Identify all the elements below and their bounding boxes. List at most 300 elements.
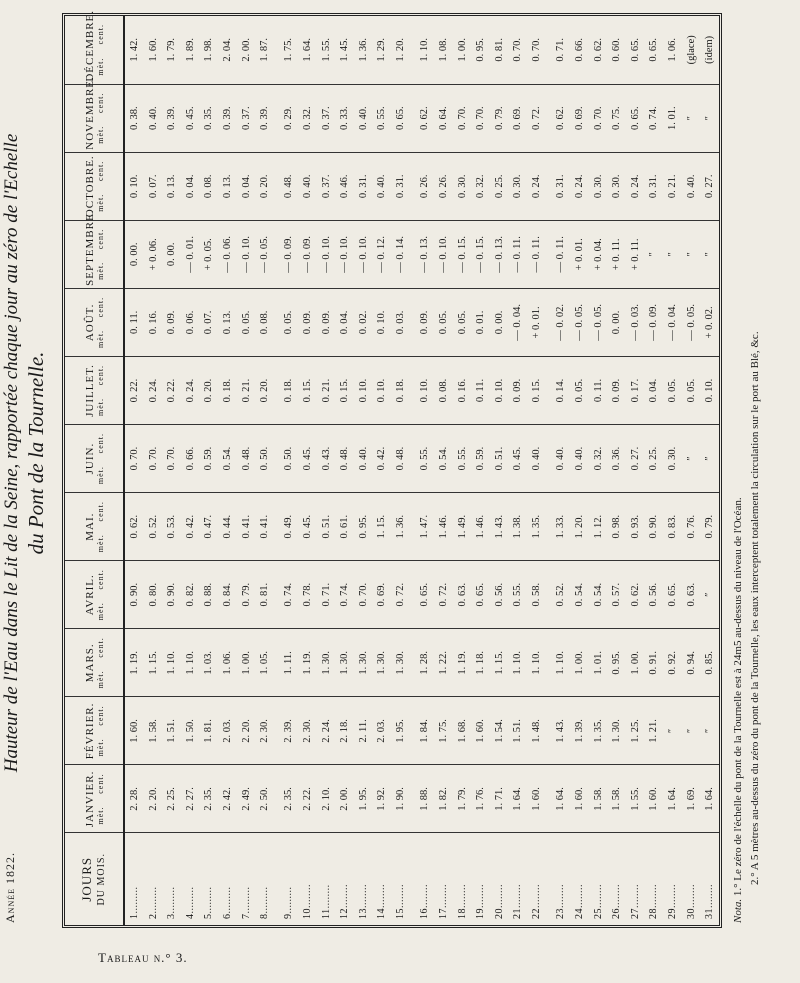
value-cell-mai: 1. 20.	[570, 493, 589, 561]
month-header-mai	[65, 493, 124, 561]
value-cell-fevrier: 1. 30.	[607, 697, 626, 765]
value-cell-fevrier: 1. 48.	[527, 697, 546, 765]
note-1-text: 1.° Le zéro de l'échelle du pont de la Tournelle est à 24m5 au-dessus du niveau de l'Océan.	[732, 497, 744, 897]
value-cell-octobre: 0. 07.	[144, 152, 163, 220]
day-label: 16........	[419, 884, 431, 919]
page-title: Hauteur de l'Eau dans le Lit de la Seine, rapportée chaque jour au zéro de l'Echelle	[1, 133, 22, 773]
value-cell-octobre: 0. 30.	[607, 152, 626, 220]
value-cell-octobre: 0. 24.	[570, 152, 589, 220]
value-cell-janvier: 2. 42.	[218, 765, 237, 833]
value-cell-janvier: 1. 90.	[391, 765, 410, 833]
unit-met: mèt.	[95, 125, 105, 144]
value-cell-decembre: 0. 71.	[546, 16, 570, 84]
day-label: 9.........	[283, 886, 295, 919]
value-cell-avril: 0. 79.	[237, 561, 256, 629]
value-cell-mars: 0. 92.	[663, 629, 682, 697]
value-cell-fevrier: 1. 51.	[162, 697, 181, 765]
table-row	[354, 16, 373, 925]
value-cell-juillet: 0. 20.	[255, 356, 274, 424]
value-cell-juillet: 0. 18.	[391, 356, 410, 424]
value-cell-janvier: 1. 95.	[354, 765, 373, 833]
value-cell-juin: 0. 40.	[546, 425, 570, 493]
value-cell-novembre: 0. 65.	[391, 84, 410, 152]
value-cell-mai: 0. 52.	[144, 493, 163, 561]
table-row	[317, 16, 336, 925]
value-cell-novembre: 0. 29.	[274, 84, 298, 152]
value-cell-juillet: 0. 10.	[490, 356, 509, 424]
table-row	[373, 16, 392, 925]
table-row	[218, 16, 237, 925]
value-cell-janvier: 1. 76.	[471, 765, 490, 833]
table-row	[144, 16, 163, 925]
value-cell-novembre: 0. 40.	[354, 84, 373, 152]
value-cell-aout: 0. 10.	[373, 288, 392, 356]
value-cell-juin: 0. 50.	[274, 425, 298, 493]
value-cell-mai: 0. 98.	[607, 493, 626, 561]
table-row	[237, 16, 256, 925]
value-cell-novembre: 0. 79.	[490, 84, 509, 152]
value-cell-fevrier: 2. 11.	[354, 697, 373, 765]
value-cell-mai: 0. 93.	[626, 493, 645, 561]
day-label: 5.........	[203, 886, 215, 919]
value-cell-juillet: 0. 16.	[453, 356, 472, 424]
month-header-aout	[65, 288, 124, 356]
value-cell-decembre: 1. 20.	[391, 16, 410, 84]
value-cell-fevrier: 2. 30.	[298, 697, 317, 765]
value-cell-septembre: — 0. 14.	[391, 220, 410, 288]
value-cell-avril: 0. 74.	[274, 561, 298, 629]
value-cell-mai: 0. 62.	[124, 493, 144, 561]
unit-labels	[96, 291, 105, 354]
unit-cent: cent.	[95, 433, 105, 454]
value-cell-juillet: 0. 22.	[124, 356, 144, 424]
value-cell-juillet: 0. 24.	[181, 356, 200, 424]
value-cell-aout: — 0. 05.	[570, 288, 589, 356]
value-cell-aout: 0. 11.	[124, 288, 144, 356]
day-label: 31........	[704, 884, 716, 919]
value-cell-aout: — 0. 03.	[626, 288, 645, 356]
unit-met: mèt.	[95, 398, 105, 417]
value-cell-septembre: + 0. 11.	[607, 220, 626, 288]
value-cell-avril: 0. 62.	[626, 561, 645, 629]
value-cell-avril: 0. 63.	[453, 561, 472, 629]
value-cell-aout: 0. 05.	[453, 288, 472, 356]
unit-labels	[96, 155, 105, 218]
value-cell-fevrier: 2. 18.	[335, 697, 354, 765]
value-cell-decembre: 1. 08.	[434, 16, 453, 84]
value-cell-novembre: ″	[682, 84, 701, 152]
value-cell-avril: 0. 81.	[255, 561, 274, 629]
value-cell-fevrier: 1. 43.	[546, 697, 570, 765]
day-header-line2: DU MOIS.	[96, 853, 107, 906]
table-row	[607, 16, 626, 925]
month-header-avril	[65, 561, 124, 629]
value-cell-avril: 0. 82.	[181, 561, 200, 629]
value-cell-fevrier: 1. 81.	[200, 697, 219, 765]
day-label: 6.........	[221, 886, 233, 919]
day-header-line1: JOURS	[79, 856, 94, 902]
value-cell-mars: 1. 05.	[255, 629, 274, 697]
value-cell-decembre: (glace)	[682, 16, 701, 84]
value-cell-avril: 0. 72.	[391, 561, 410, 629]
value-cell-octobre: 0. 31.	[391, 152, 410, 220]
value-cell-novembre: 0. 70.	[453, 84, 472, 152]
value-cell-avril: 0. 71.	[317, 561, 336, 629]
value-cell-avril: 0. 57.	[607, 561, 626, 629]
value-cell-juin: ″	[682, 425, 701, 493]
value-cell-janvier: 2. 35.	[274, 765, 298, 833]
value-cell-septembre: + 0. 06.	[144, 220, 163, 288]
value-cell-aout: 0. 08.	[255, 288, 274, 356]
value-cell-fevrier: 1. 60.	[124, 697, 144, 765]
value-cell-octobre: 0. 32.	[471, 152, 490, 220]
unit-met: mèt.	[95, 670, 105, 689]
value-cell-aout: — 0. 04.	[509, 288, 528, 356]
unit-labels	[96, 223, 105, 286]
value-cell-avril: 0. 55.	[509, 561, 528, 629]
value-cell-mai: 0. 53.	[162, 493, 181, 561]
value-cell-octobre: 0. 21.	[663, 152, 682, 220]
table-row	[453, 16, 472, 925]
value-cell-novembre: 0. 39.	[218, 84, 237, 152]
value-cell-juillet: 0. 09.	[607, 356, 626, 424]
value-cell-mai: 0. 76.	[682, 493, 701, 561]
value-cell-janvier: 1. 58.	[589, 765, 608, 833]
value-cell-fevrier: 1. 68.	[453, 697, 472, 765]
table-row	[589, 16, 608, 925]
value-cell-avril: 0. 65.	[471, 561, 490, 629]
value-cell-fevrier: 1. 25.	[626, 697, 645, 765]
value-cell-septembre: — 0. 06.	[218, 220, 237, 288]
value-cell-septembre: — 0. 11.	[509, 220, 528, 288]
value-cell-novembre: 0. 75.	[607, 84, 626, 152]
day-label: 13........	[357, 884, 369, 919]
value-cell-fevrier: 1. 54.	[490, 697, 509, 765]
value-cell-juillet: 0. 18.	[218, 356, 237, 424]
value-cell-janvier: 1. 64.	[509, 765, 528, 833]
value-cell-janvier: 1. 92.	[373, 765, 392, 833]
month-header-novembre	[65, 76, 124, 152]
value-cell-aout: 0. 01.	[471, 288, 490, 356]
value-cell-juin: 0. 55.	[410, 425, 434, 493]
value-cell-aout: 0. 00.	[490, 288, 509, 356]
day-label: 7.........	[240, 886, 252, 919]
value-cell-avril: 0. 72.	[434, 561, 453, 629]
value-cell-septembre: — 0. 09.	[298, 220, 317, 288]
value-cell-juillet: 0. 15.	[527, 356, 546, 424]
value-cell-avril: 0. 90.	[162, 561, 181, 629]
value-cell-novembre: ″	[700, 84, 719, 152]
value-cell-juillet: 0. 14.	[546, 356, 570, 424]
value-cell-juillet: 0. 24.	[144, 356, 163, 424]
nota-label: Nota.	[732, 898, 744, 923]
value-cell-juillet: 0. 20.	[200, 356, 219, 424]
value-cell-novembre: 0. 70.	[471, 84, 490, 152]
value-cell-mars: 1. 19.	[124, 629, 144, 697]
value-cell-juillet: 0. 05.	[570, 356, 589, 424]
value-cell-septembre: — 0. 10.	[237, 220, 256, 288]
day-label: 19........	[475, 884, 487, 919]
table-row	[410, 16, 434, 925]
value-cell-juin: 0. 45.	[509, 425, 528, 493]
value-cell-mars: 1. 00.	[570, 629, 589, 697]
value-cell-decembre: 1. 06.	[663, 16, 682, 84]
day-label: 12........	[339, 884, 351, 919]
value-cell-mars: 1. 10.	[181, 629, 200, 697]
value-cell-novembre: 0. 40.	[144, 84, 163, 152]
value-cell-mars: 1. 28.	[410, 629, 434, 697]
unit-met: mèt.	[95, 738, 105, 757]
value-cell-octobre: 0. 30.	[509, 152, 528, 220]
day-label: 15........	[395, 884, 407, 919]
month-header-septembre	[65, 209, 124, 288]
value-cell-juillet: 0. 22.	[162, 356, 181, 424]
day-label: 24........	[574, 884, 585, 919]
table-row	[663, 16, 682, 925]
unit-labels	[96, 631, 105, 694]
value-cell-septembre: — 0. 11.	[546, 220, 570, 288]
value-cell-juin: 0. 50.	[255, 425, 274, 493]
month-name: NOVEMBRE.	[83, 76, 96, 150]
value-cell-novembre: 0. 39.	[162, 84, 181, 152]
value-cell-septembre: 0. 00.	[124, 220, 144, 288]
value-cell-mars: 1. 19.	[453, 629, 472, 697]
month-name: JANVIER.	[83, 770, 96, 828]
unit-cent: cent.	[95, 296, 105, 318]
day-label: 23........	[555, 884, 566, 919]
value-cell-mai: 0. 47.	[200, 493, 219, 561]
table-row	[298, 16, 317, 925]
value-cell-janvier: 1. 71.	[490, 765, 509, 833]
value-cell-octobre: 0. 40.	[682, 152, 701, 220]
value-cell-juin: 0. 25.	[645, 425, 664, 493]
value-cell-octobre: 0. 26.	[410, 152, 434, 220]
value-cell-fevrier: 2. 20.	[237, 697, 256, 765]
value-cell-avril: 0. 88.	[200, 561, 219, 629]
value-cell-juin: 0. 54.	[218, 425, 237, 493]
value-cell-mars: 1. 10.	[509, 629, 528, 697]
value-cell-septembre: — 0. 10.	[434, 220, 453, 288]
value-cell-novembre: 0. 32.	[298, 84, 317, 152]
day-label: 3.........	[166, 886, 178, 919]
value-cell-aout: 0. 05.	[237, 288, 256, 356]
day-label: 11........	[320, 884, 332, 919]
note-2-text: 2.° A 5 mètres au-dessus du zéro du pont de la Tournelle, les eaux interceptent totalement la circulation sur le port au Blé, &c.	[749, 331, 761, 885]
value-cell-mars: 1. 30.	[317, 629, 336, 697]
value-cell-novembre: 1. 01.	[663, 84, 682, 152]
value-cell-aout: — 0. 04.	[663, 288, 682, 356]
month-name: JUILLET.	[83, 364, 96, 417]
value-cell-mars: 1. 01.	[589, 629, 608, 697]
value-cell-octobre: 0. 40.	[298, 152, 317, 220]
month-name: AOÛT.	[83, 303, 96, 342]
value-cell-decembre: 0. 65.	[626, 16, 645, 84]
value-cell-juin: 0. 66.	[181, 425, 200, 493]
value-cell-fevrier: 2. 30.	[255, 697, 274, 765]
value-cell-septembre: ″	[645, 220, 664, 288]
value-cell-avril: 0. 65.	[663, 561, 682, 629]
value-cell-octobre: 0. 25.	[490, 152, 509, 220]
value-cell-juillet: 0. 10.	[410, 356, 434, 424]
table-row	[509, 16, 528, 925]
month-header-decembre	[65, 9, 124, 84]
value-cell-septembre: — 0. 09.	[274, 220, 298, 288]
value-cell-aout: — 0. 02.	[546, 288, 570, 356]
value-cell-juin: 0. 48.	[237, 425, 256, 493]
value-cell-decembre: 2. 00.	[237, 16, 256, 84]
value-cell-juin: 0. 30.	[663, 425, 682, 493]
value-cell-septembre: — 0. 01.	[181, 220, 200, 288]
value-cell-mars: 0. 91.	[645, 629, 664, 697]
value-cell-fevrier: 2. 39.	[274, 697, 298, 765]
month-name: SEPTEMBRE.	[83, 209, 96, 286]
table-row	[434, 16, 453, 925]
value-cell-septembre: — 0. 10.	[317, 220, 336, 288]
value-cell-decembre: 1. 10.	[410, 16, 434, 84]
value-cell-juin: ″	[700, 425, 719, 493]
value-cell-mai: 1. 36.	[391, 493, 410, 561]
value-cell-janvier: 1. 64.	[546, 765, 570, 833]
value-cell-decembre: 1. 36.	[354, 16, 373, 84]
value-cell-novembre: 0. 62.	[546, 84, 570, 152]
value-cell-mai: 1. 35.	[527, 493, 546, 561]
value-cell-juin: 0. 70.	[144, 425, 163, 493]
unit-cent: cent.	[95, 364, 105, 386]
value-cell-juillet: 0. 08.	[434, 356, 453, 424]
value-cell-janvier: 1. 69.	[682, 765, 701, 833]
value-cell-mai: 1. 33.	[546, 493, 570, 561]
day-label: 20........	[493, 884, 505, 919]
value-cell-avril: 0. 54.	[570, 561, 589, 629]
value-cell-mars: 1. 22.	[434, 629, 453, 697]
value-cell-avril: 0. 78.	[298, 561, 317, 629]
value-cell-fevrier: 1. 75.	[434, 697, 453, 765]
value-cell-mai: 0. 90.	[645, 493, 664, 561]
value-cell-novembre: 0. 38.	[124, 84, 144, 152]
value-cell-decembre: 1. 87.	[255, 16, 274, 84]
table-row	[700, 16, 719, 925]
value-cell-novembre: 0. 65.	[626, 84, 645, 152]
day-label: 28........	[648, 884, 660, 919]
value-cell-septembre: — 0. 15.	[471, 220, 490, 288]
value-cell-avril: 0. 52.	[546, 561, 570, 629]
month-header-juin	[65, 425, 124, 493]
unit-labels	[96, 563, 105, 626]
value-cell-novembre: 0. 70.	[589, 84, 608, 152]
value-cell-mars: 1. 15.	[144, 629, 163, 697]
value-cell-octobre: 0. 04.	[181, 152, 200, 220]
value-cell-avril: 0. 70.	[354, 561, 373, 629]
value-cell-avril: 0. 56.	[490, 561, 509, 629]
value-cell-janvier: 2. 00.	[335, 765, 354, 833]
month-header-mars	[65, 629, 124, 697]
value-cell-octobre: 0. 31.	[354, 152, 373, 220]
table-row	[570, 16, 589, 925]
value-cell-septembre: — 0. 12.	[373, 220, 392, 288]
value-cell-juin: 0. 48.	[335, 425, 354, 493]
value-cell-fevrier: 1. 21.	[645, 697, 664, 765]
value-cell-aout: 0. 16.	[144, 288, 163, 356]
month-name: DÉCEMBRE.	[83, 9, 96, 82]
value-cell-janvier: 2. 49.	[237, 765, 256, 833]
value-cell-juin: 0. 42.	[373, 425, 392, 493]
value-cell-juillet: 0. 10.	[373, 356, 392, 424]
value-cell-aout: 0. 09.	[317, 288, 336, 356]
value-cell-mars: 1. 30.	[373, 629, 392, 697]
unit-met: mèt.	[95, 193, 105, 212]
value-cell-mai: 0. 51.	[317, 493, 336, 561]
table-row	[391, 16, 410, 925]
day-label: 29........	[666, 884, 678, 919]
value-cell-mai: 1. 12.	[589, 493, 608, 561]
month-name: FÉVRIER.	[83, 702, 96, 760]
value-cell-janvier: 2. 20.	[144, 765, 163, 833]
value-cell-juin: 0. 36.	[607, 425, 626, 493]
value-cell-mai: 0. 49.	[274, 493, 298, 561]
day-label: 2.........	[147, 886, 159, 919]
value-cell-mars: 1. 00.	[626, 629, 645, 697]
day-label: 17........	[438, 884, 450, 919]
table-row	[626, 16, 645, 925]
value-cell-mars: 1. 18.	[471, 629, 490, 697]
value-cell-avril: 0. 84.	[218, 561, 237, 629]
value-cell-juin: 0. 59.	[471, 425, 490, 493]
value-cell-decembre: 1. 60.	[144, 16, 163, 84]
month-header-fevrier	[65, 697, 124, 765]
value-cell-janvier: 2. 35.	[200, 765, 219, 833]
value-cell-septembre: — 0. 15.	[453, 220, 472, 288]
value-cell-decembre: 1. 64.	[298, 16, 317, 84]
day-label: 14........	[376, 884, 388, 919]
value-cell-juin: 0. 48.	[391, 425, 410, 493]
value-cell-juin: 0. 59.	[200, 425, 219, 493]
value-cell-mai: 0. 41.	[237, 493, 256, 561]
table-row	[200, 16, 219, 925]
value-cell-octobre: 0. 04.	[237, 152, 256, 220]
year-label: Année 1822.	[3, 852, 17, 923]
value-cell-mai: 0. 79.	[700, 493, 719, 561]
value-cell-juin: 0. 70.	[162, 425, 181, 493]
value-cell-juillet: 0. 10.	[354, 356, 373, 424]
table-row	[335, 16, 354, 925]
value-cell-decembre: 0. 66.	[570, 16, 589, 84]
value-cell-janvier: 1. 88.	[410, 765, 434, 833]
unit-labels	[96, 767, 105, 830]
day-label: 21........	[512, 884, 524, 919]
value-cell-mars: 1. 00.	[237, 629, 256, 697]
day-column-header	[65, 833, 124, 925]
value-cell-juin: 0. 55.	[453, 425, 472, 493]
notes-block	[730, 23, 764, 923]
value-cell-janvier: 2. 27.	[181, 765, 200, 833]
unit-cent: cent.	[95, 160, 105, 182]
value-cell-novembre: 0. 62.	[410, 84, 434, 152]
table-row	[255, 16, 274, 925]
table-row	[490, 16, 509, 925]
value-cell-novembre: 0. 69.	[509, 84, 528, 152]
day-label: 26........	[611, 884, 623, 919]
value-cell-aout: — 0. 05.	[589, 288, 608, 356]
value-cell-juillet: 0. 17.	[626, 356, 645, 424]
value-cell-mars: 1. 30.	[354, 629, 373, 697]
unit-labels	[96, 495, 105, 558]
value-cell-mars: 1. 15.	[490, 629, 509, 697]
value-cell-janvier: 1. 79.	[453, 765, 472, 833]
value-cell-mars: 1. 10.	[546, 629, 570, 697]
value-cell-aout: 0. 05.	[434, 288, 453, 356]
value-cell-aout: + 0. 02.	[700, 288, 719, 356]
value-cell-fevrier: 1. 58.	[144, 697, 163, 765]
